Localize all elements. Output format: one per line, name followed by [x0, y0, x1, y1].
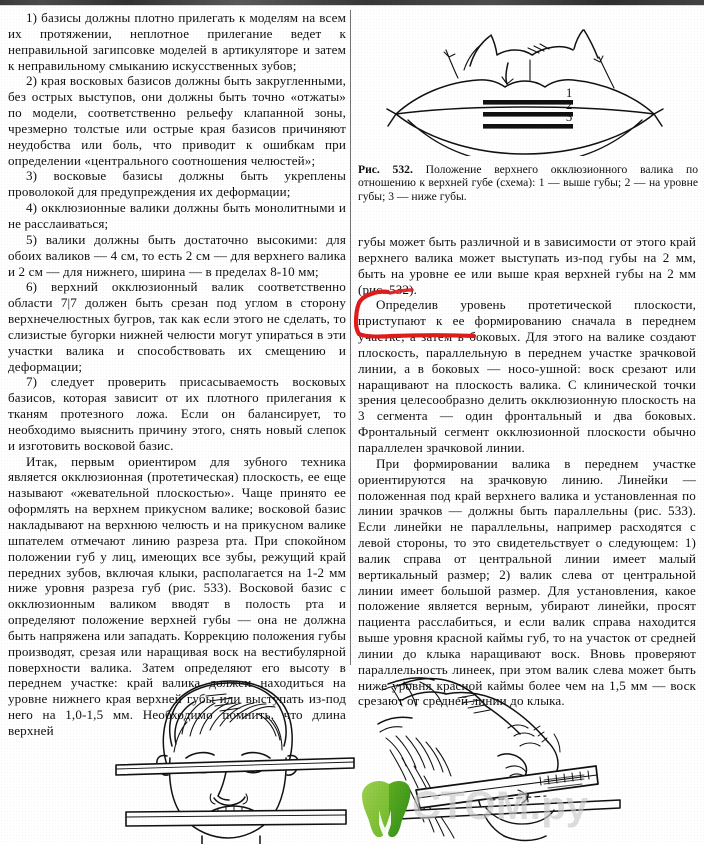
- tooth-logo-icon: [358, 780, 412, 840]
- paragraph: 3) восковые базисы должны быть укреплены проволокой для предупреждения их деформации;: [8, 168, 346, 200]
- paragraph: 2) края восковых базисов должны быть закругленными, без острых выступов, они должны быть точно «отжаты» по модели, соответственно рельефу клапанной зоны, чрезмерно толстые или острые края базисов причиняют неудобства или боль, что приводит к ошибкам при определении «центрального соотношения челюстей»;: [8, 73, 346, 168]
- left-text-column: [8, 10, 346, 739]
- ruler-occlusal: [126, 810, 346, 826]
- rim-bars: [483, 100, 573, 129]
- paragraph: губы может быть различной и в зависимости от этого край верхнего валика может выступать из-под губы на 2 мм, быть на уровне ее или выше края верхней губы на 2 мм (рис. 532).: [358, 234, 696, 297]
- paragraph-annotated: Определив уровень протетической плоскости, приступают к ее формированию сначала в переднем участке, а затем в боковых. Для этого на валике создают плоскость, параллельную в переднем участке зрачковой линии, а в боковых — носо-ушной: воск срезают или наращивают на плоскость валика. С клинической точки зрения целесообразно делить окклюзионную плоскость на 3 сегмента — один фронтальный и два боковых. Фронтальный сегмент окклюзионной плоскости обычно параллелен зрачковой линии.: [358, 297, 696, 455]
- figure-532-caption-label: Рис. 532.: [358, 163, 413, 176]
- watermark-text: СТОМ.ру: [412, 784, 589, 828]
- paragraph: 5) валики должны быть достаточно высокими: для обоих валиков — 4 см, то есть 2 см — для верхнего валика и 2 см — для нижнего, ширина — в пределах 8-10 мм;: [8, 231, 346, 279]
- paragraph: 4) окклюзионные валики должны быть монолитными и не расслаиваться;: [8, 200, 346, 231]
- figure-532-illustration: [378, 8, 688, 156]
- ruler-pupillary: [116, 758, 354, 775]
- figure-532-marker-2: 2: [566, 98, 573, 112]
- watermark: [358, 778, 658, 842]
- paragraph: 6) верхний окклюзионный валик соответственно области 7|7 должен быть срезан под углом в сторону верхнечелюстных бугров, так как если этого не сделать, то слизистые бугорки нижней челюсти могут упираться в эти участки валика и способствовать их смещению и деформации;: [8, 279, 346, 374]
- figure-532-caption-text: Положение верхнего окклюзионного валика по отношению к верхней губе (схема): 1 — выше губы; 2 — на уровне губы; 3 — ниже губы.: [358, 163, 698, 203]
- column-divider: [350, 10, 351, 665]
- paragraph: Итак, первым ориентиром для зубного техника является окклюзионная (протетическая) плоскость, ее еще называют «жевательной плоскостью». Чаще принято ее оформлять на верхнем прикусном валике; восковой базис накладывают на верхнюю челюсть и на прикусном валике шпателем отмечают линию разреза рта. При спокойном положении губ у лиц, имеющих все зубы, режущий край передних зубов, включая клыки, располагается на 1-2 мм ниже уровня разреза губ (рис. 533). Восковой базис с окклюзионным валиком вводят в полость рта и определяют положение верхней губы — она не должна быть напряжена или западать. Коррекцию положения губы производят, срезая или наращивая воск на вестибулярной поверхности валика. Затем определяют его высоту в переднем участке: край валика должен находиться на уровне нижнего края верхней губы или выступать из-под него на 1,0-1,5 мм. Необходимо помнить, что длина верхней: [8, 453, 346, 738]
- scan-edge-hairline: [0, 5, 704, 6]
- figure-533-left-illustration: [110, 672, 360, 844]
- paragraph: 7) следует проверить присасываемость восковых базисов, которая зависит от их плотного прилегания к тканям протезного ложа. Если он балансирует, то необходимо выяснить причину этого, снять новый слепок и изготовить восковой базис.: [8, 374, 346, 453]
- figure-532-caption: [358, 163, 698, 203]
- paragraph: При формировании валика в переднем участке ориентируются на зрачковую линию. Линейки — положенная под край верхнего валика и установленная по линии зрачков — должны быть параллельны (рис. 533). Если линейки не параллельны, например расходятся с левой стороны, то это свидетельствует о следующем: 1) валик справа от центральной линии имеет малый вертикальный размер; 2) валик слева от центральной линии имеет большой размер. Для установления, какое положение является верным, убирают линейки, просят пациента расслабиться, и если валик справа находится выше уровня красной каймы губ, то на участок от средней линии до клыка наращивают воск. Вновь проверяют параллельность линеек, при этом валик слева может быть ниже уровня красной каймы более чем на 1,5 мм — воск срезают от средней линии до клыка.: [358, 455, 696, 709]
- figure-532-marker-1: 1: [566, 86, 573, 100]
- figure-532-marker-3: 3: [566, 110, 573, 124]
- paragraph: 1) базисы должны плотно прилегать к моделям на всем их протяжении, неплотное прилегание ведет к неправильной загипсовке моделей в артикуляторе и затем к неправильному смыканию искусственных зубов;: [8, 10, 346, 73]
- right-text-column: [358, 234, 696, 709]
